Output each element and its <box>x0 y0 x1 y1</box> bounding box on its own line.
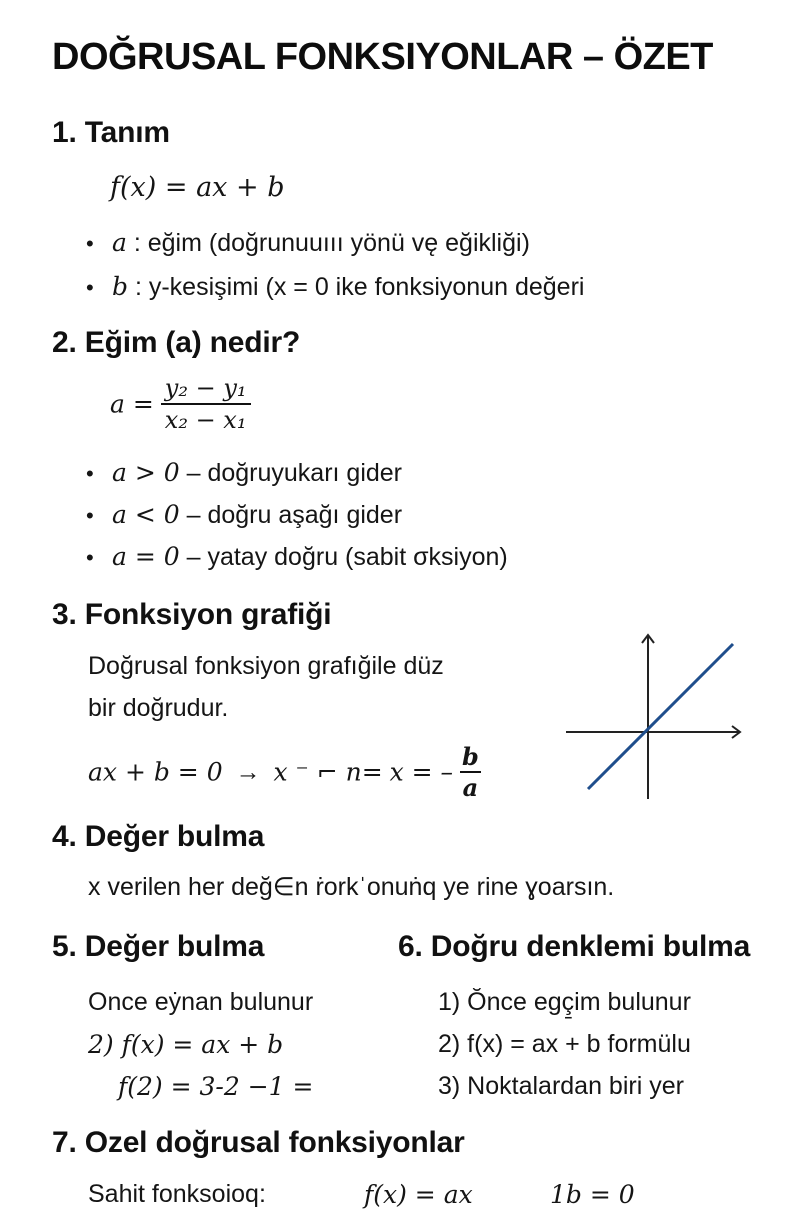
graph-description-line-2: bir doğrudur. <box>88 694 229 722</box>
section-6-line-3: 3) Noktalardan biri yer <box>438 1072 684 1100</box>
section-5-line-1: Once eẏnan bulunur <box>88 988 314 1016</box>
constant-function-formula: f(x) = ax <box>364 1180 473 1209</box>
page-title: DOĞRUSAL FONKSIYONLAR – ÖZET <box>52 36 713 78</box>
graph-description-line-1: Doğrusal fonksiyon grafığile düz <box>88 652 444 680</box>
constant-function-condition: 1b = 0 <box>550 1180 635 1209</box>
section-5-heading: 5. Değer bulma <box>52 930 265 963</box>
root-fraction: $\frac{b}{a}$ <box>462 742 479 802</box>
bullet-item-a: • a : eğim (doğrunuuııı yönü vę eğikliği) <box>86 228 530 257</box>
section-5-line-2: 2) f(x) = ax + b <box>88 1030 284 1059</box>
slope-formula: a = $\frac{\text{y₂ − y₁}}{\text{x₂ − x₁}}$ <box>110 374 251 434</box>
slope-fraction: $\frac{\text{y₂ − y₁}}{\text{x₂ − x₁}}$ <box>161 374 251 434</box>
bullet-item-b: • b : y-kesişimi (x = 0 ike fonksiyonun değeri <box>86 272 585 301</box>
function-line <box>588 644 733 789</box>
section-6-heading: 6. Doğru denklemi bulma <box>398 930 751 963</box>
section-5-line-3: f(2) = 3-2 −1 = <box>118 1072 314 1101</box>
bullet-icon: • <box>86 275 94 300</box>
bullet-icon: • <box>86 231 94 256</box>
bullet-item-zero: • a = 0 – yatay doğru (sabit σksiyon) <box>86 542 508 571</box>
bullet-item-positive: • a > 0 – doğruyukarı gider <box>86 458 403 487</box>
value-finding-text: x verilen her değ∈n ṙorkˈonuṅq ye rine ɣoarsın. <box>88 873 615 901</box>
section-6-line-2: 2) f(x) = ax + b formülu <box>438 1030 691 1058</box>
section-6-line-1: 1) Ŏnce egç̱im bulunur <box>438 988 691 1016</box>
section-2-heading: 2. Eğim (a) nedir? <box>52 326 301 359</box>
bullet-icon: • <box>86 461 94 486</box>
arrow-icon: → <box>235 757 261 786</box>
section-4-heading: 4. Değer bulma <box>52 820 265 853</box>
definition-formula: f(x) = ax + b <box>110 172 285 203</box>
constant-function-label: Sahit fonksoioq: <box>88 1180 266 1208</box>
bullet-icon: • <box>86 545 94 570</box>
section-7-heading: 7. Ozel doğrusal fonksiyonlar <box>52 1126 465 1159</box>
root-equation: ax + b = 0 → x ⁻ ⌐ n= x = – $\frac{b}{a}$ <box>88 742 479 802</box>
bullet-item-negative: • a < 0 – doğru aşağı gider <box>86 500 403 529</box>
linear-function-graph-icon <box>560 625 760 815</box>
section-3-heading: 3. Fonksiyon grafiği <box>52 598 332 631</box>
section-1-heading: 1. Tanım <box>52 116 170 149</box>
bullet-icon: • <box>86 503 94 528</box>
